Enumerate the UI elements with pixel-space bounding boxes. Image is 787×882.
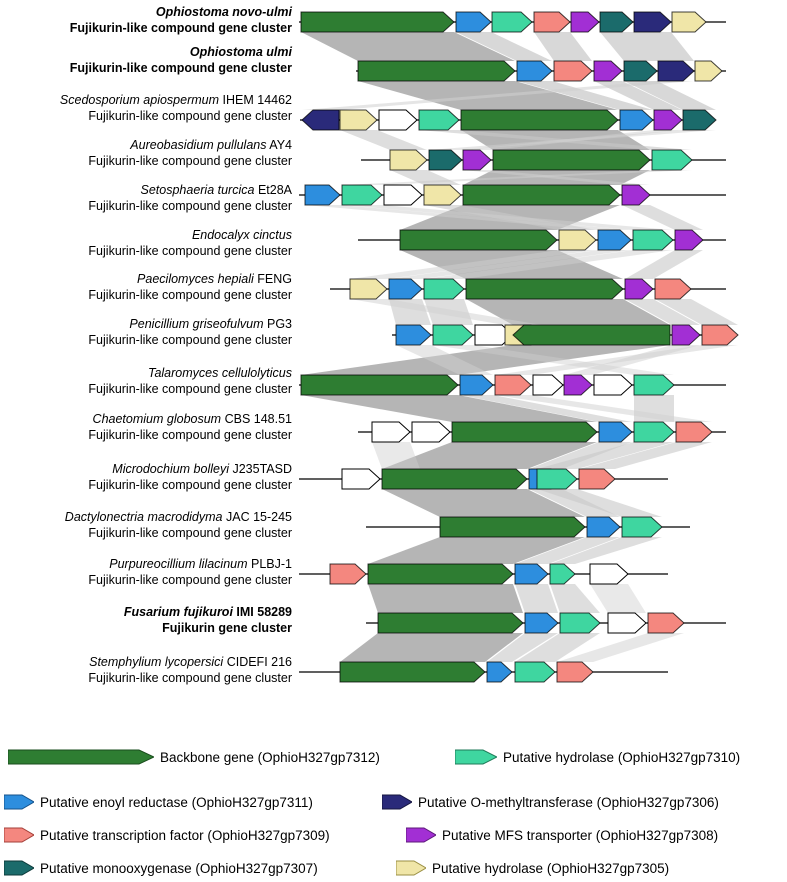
transcription-factor-gene-icon [4, 825, 34, 845]
gene-arrow-hydrolase-green[interactable] [515, 662, 555, 682]
enoyl-reductase-gene-icon [4, 792, 34, 812]
gene-arrow-hydrolase-yellow[interactable] [695, 61, 722, 81]
row-label-0 [0, 4, 292, 36]
legend-item-monooxygenase [4, 858, 318, 878]
row-strain-12: PLBJ-1 [251, 557, 292, 571]
row-strain-10: J235TASD [232, 462, 292, 476]
gene-arrow-backbone[interactable] [340, 662, 485, 682]
gene-arrow-transcription-factor[interactable] [579, 469, 615, 489]
gene-arrow-transcription-factor[interactable] [702, 325, 738, 345]
legend-label-transcription-factor: Putative transcription factor (OphioH327gp7309) [40, 827, 330, 843]
gene-arrow-monooxygenase[interactable] [600, 12, 633, 32]
gene-arrow-monooxygenase[interactable] [624, 61, 657, 81]
gene-arrow-enoyl-reductase[interactable] [598, 230, 631, 250]
row-species-6: Paecilomyces hepiali [137, 272, 254, 286]
legend-item-hydrolase-7305 [396, 858, 669, 878]
row-species-11: Dactylonectria macrodidyma [64, 510, 223, 524]
gene-arrow-transcription-factor[interactable] [495, 375, 531, 395]
gene-arrow-mfs-transporter[interactable] [675, 230, 703, 250]
row-cluster-11: Fujikurin-like compound gene cluster [88, 526, 292, 540]
gene-arrow-hydrolase-green[interactable] [433, 325, 473, 345]
legend [0, 735, 787, 882]
gene-arrow-unknown-white[interactable] [384, 185, 422, 205]
gene-arrow-hydrolase-green[interactable] [633, 230, 673, 250]
hydrolase-7305-gene-icon [396, 858, 426, 878]
row-label-14 [0, 654, 292, 686]
hydrolase-7310-gene-icon [455, 747, 497, 767]
gene-arrow-enoyl-reductase[interactable] [460, 375, 493, 395]
legend-label-o-methyltransferase: Putative O-methyltransferase (OphioH327gp7306) [418, 794, 719, 810]
gene-arrow-enoyl-reductase[interactable] [525, 613, 558, 633]
mfs-transporter-gene-icon [406, 825, 436, 845]
gene-arrow-transcription-factor[interactable] [648, 613, 684, 633]
gene-arrow-transcription-factor[interactable] [676, 422, 712, 442]
o-methyltransferase-gene-icon [382, 792, 412, 812]
backbone-gene-icon [8, 747, 154, 767]
gene-arrow-backbone[interactable] [452, 422, 597, 442]
legend-item-hydrolase-7310 [455, 747, 740, 767]
gene-arrow-enoyl-reductase[interactable] [515, 564, 548, 584]
row-strain-14: CIDEFI 216 [226, 655, 292, 669]
row-label-4 [0, 182, 292, 214]
row-species-14: Stemphylium lycopersici [89, 655, 224, 669]
gene-arrow-mfs-transporter[interactable] [463, 150, 491, 170]
gene-arrow-mfs-transporter[interactable] [594, 61, 622, 81]
row-strain-7: PG3 [266, 317, 292, 331]
row-cluster-12: Fujikurin-like compound gene cluster [88, 573, 292, 587]
gene-arrow-backbone[interactable] [378, 613, 523, 633]
gene-arrow-unknown-white[interactable] [342, 469, 380, 489]
gene-arrow-unknown-white-2[interactable] [412, 422, 450, 442]
gene-arrow-mfs-transporter[interactable] [622, 185, 650, 205]
gene-arrow-unknown-white[interactable] [372, 422, 410, 442]
gene-arrow-enoyl-reductase[interactable] [389, 279, 422, 299]
gene-arrow-transcription-factor[interactable] [330, 564, 366, 584]
row-species-2: Scedosporium apiospermum [59, 93, 220, 107]
gene-arrow-hydrolase-yellow[interactable] [559, 230, 596, 250]
gene-arrow-monooxygenase[interactable] [683, 110, 716, 130]
row-species-8: Talaromyces cellulolyticus [147, 366, 292, 380]
gene-arrow-backbone[interactable] [466, 279, 623, 299]
row-label-5 [0, 227, 292, 259]
row-label-12 [0, 556, 292, 588]
gene-arrow-backbone[interactable] [358, 61, 515, 81]
gene-arrow-mfs-transporter[interactable] [564, 375, 592, 395]
monooxygenase-gene-icon [4, 858, 34, 878]
row-cluster-7: Fujikurin-like compound gene cluster [88, 333, 292, 347]
row-cluster-6: Fujikurin-like compound gene cluster [88, 288, 292, 302]
gene-arrow-unknown-white[interactable] [379, 110, 417, 130]
legend-item-transcription-factor [4, 825, 330, 845]
row-strain-13: IMI 58289 [236, 605, 292, 619]
legend-label-hydrolase-7305: Putative hydrolase (OphioH327gp7305) [432, 860, 670, 876]
row-species-10: Microdochium bolleyi [112, 462, 229, 476]
gene-arrow-transcription-factor[interactable] [655, 279, 691, 299]
row-label-1 [0, 44, 292, 76]
row-cluster-14: Fujikurin-like compound gene cluster [88, 671, 292, 685]
row-strain-9: CBS 148.51 [224, 412, 292, 426]
gene-arrow-unknown-white[interactable] [533, 375, 563, 395]
gene-arrow-unknown-white[interactable] [590, 564, 628, 584]
row-cluster-4: Fujikurin-like compound gene cluster [88, 199, 292, 213]
gene-arrow-mfs-transporter[interactable] [672, 325, 700, 345]
gene-arrow-transcription-factor[interactable] [554, 61, 592, 81]
gene-arrow-enoyl-reductase[interactable] [517, 61, 552, 81]
gene-arrow-mfs-transporter[interactable] [571, 12, 599, 32]
gene-arrow-backbone[interactable] [400, 230, 557, 250]
row-cluster-13: Fujikurin gene cluster [162, 621, 292, 635]
gene-arrow-hydrolase-yellow[interactable] [390, 150, 427, 170]
row-label-13 [0, 604, 292, 636]
legend-item-mfs-transporter [406, 825, 718, 845]
row-cluster-1: Fujikurin-like compound gene cluster [69, 61, 292, 75]
row-cluster-10: Fujikurin-like compound gene cluster [88, 478, 292, 492]
gene-arrow-mfs-transporter[interactable] [625, 279, 653, 299]
gene-arrow-backbone[interactable] [513, 325, 670, 345]
gene-arrow-hydrolase-green[interactable] [560, 613, 600, 633]
gene-arrow-hydrolase-green[interactable] [652, 150, 692, 170]
gene-arrow-monooxygenase[interactable] [429, 150, 462, 170]
gene-arrow-backbone[interactable] [301, 375, 458, 395]
gene-arrow-hydrolase-green[interactable] [424, 279, 464, 299]
gene-arrow-mfs-transporter[interactable] [654, 110, 682, 130]
gene-arrow-enoyl-reductase[interactable] [620, 110, 653, 130]
row-cluster-5: Fujikurin-like compound gene cluster [88, 244, 292, 258]
gene-arrow-backbone[interactable] [440, 517, 585, 537]
gene-arrow-enoyl-reductase[interactable] [599, 422, 632, 442]
row-strain-2: IHEM 14462 [222, 93, 292, 107]
gene-arrow-hydrolase-green[interactable] [342, 185, 382, 205]
legend-label-monooxygenase: Putative monooxygenase (OphioH327gp7307) [40, 860, 318, 876]
legend-item-o-methyltransferase [382, 792, 719, 812]
row-species-3: Aureobasidium pullulans [130, 138, 267, 152]
gene-arrow-hydrolase-yellow[interactable] [424, 185, 461, 205]
gene-arrow-hydrolase-green[interactable] [492, 12, 532, 32]
gene-arrow-backbone[interactable] [493, 150, 650, 170]
gene-arrow-o-methyltransferase[interactable] [634, 12, 671, 32]
row-strain-4: Et28A [257, 183, 292, 197]
gene-arrow-backbone[interactable] [463, 185, 620, 205]
gene-arrow-hydrolase-yellow[interactable] [350, 279, 387, 299]
gene-arrow-enoyl-reductase[interactable] [487, 662, 512, 682]
legend-label-mfs-transporter: Putative MFS transporter (OphioH327gp7308) [442, 827, 719, 843]
row-label-7 [0, 316, 292, 348]
gene-arrow-transcription-factor[interactable] [557, 662, 593, 682]
gene-arrow-enoyl-reductase[interactable] [305, 185, 340, 205]
row-strain-3: AY4 [269, 138, 292, 152]
gene-arrow-o-methyltransferase[interactable] [302, 110, 339, 130]
gene-arrow-hydrolase-green[interactable] [537, 469, 577, 489]
row-species-13: Fusarium fujikuroi [123, 605, 233, 619]
row-species-5: Endocalyx cinctus [191, 228, 292, 242]
gene-arrow-backbone[interactable] [382, 469, 527, 489]
gene-arrow-transcription-factor[interactable] [534, 12, 570, 32]
row-label-10 [0, 461, 292, 493]
row-species-7: Penicillium griseofulvum [129, 317, 264, 331]
row-species-4: Setosphaeria turcica [140, 183, 255, 197]
row-label-9 [0, 411, 292, 443]
gene-arrow-hydrolase-green[interactable] [550, 564, 575, 584]
gene-arrow-unknown-white-2[interactable] [594, 375, 632, 395]
row-cluster-3: Fujikurin-like compound gene cluster [88, 154, 292, 168]
gene-arrow-backbone[interactable] [368, 564, 513, 584]
legend-label-hydrolase-7310: Putative hydrolase (OphioH327gp7310) [503, 749, 741, 765]
gene-arrow-hydrolase-green[interactable] [634, 375, 674, 395]
legend-label-enoyl-reductase: Putative enoyl reductase (OphioH327gp7311) [40, 794, 313, 810]
gene-arrow-o-methyltransferase[interactable] [658, 61, 694, 81]
gene-arrow-backbone[interactable] [301, 12, 454, 32]
row-cluster-2: Fujikurin-like compound gene cluster [88, 109, 292, 123]
row-strain-11: JAC 15-245 [225, 510, 292, 524]
gene-arrow-hydrolase-yellow[interactable] [672, 12, 706, 32]
legend-label-backbone: Backbone gene (OphioH327gp7312) [160, 749, 380, 765]
row-strain-6: FENG [257, 272, 292, 286]
gene-arrow-hydrolase-yellow[interactable] [340, 110, 377, 130]
row-species-9: Chaetomium globosum [92, 412, 222, 426]
row-cluster-0: Fujikurin-like compound gene cluster [69, 21, 292, 35]
legend-item-enoyl-reductase [4, 792, 313, 812]
row-cluster-9: Fujikurin-like compound gene cluster [88, 428, 292, 442]
gene-arrow-hydrolase-green[interactable] [622, 517, 662, 537]
legend-item-backbone [8, 747, 380, 767]
gene-arrow-unknown-white[interactable] [608, 613, 646, 633]
gene-arrow-hydrolase-green[interactable] [634, 422, 674, 442]
row-label-11 [0, 509, 292, 541]
gene-arrow-enoyl-reductase[interactable] [456, 12, 491, 32]
row-label-3 [0, 137, 292, 169]
gene-arrow-hydrolase-green[interactable] [419, 110, 459, 130]
row-label-6 [0, 271, 292, 303]
row-species-12: Purpureocillium lilacinum [109, 557, 248, 571]
row-cluster-8: Fujikurin-like compound gene cluster [88, 382, 292, 396]
row-species-0: Ophiostoma novo-ulmi [155, 5, 292, 19]
row-species-1: Ophiostoma ulmi [189, 45, 292, 59]
row-label-2 [0, 92, 292, 124]
gene-arrow-enoyl-reductase[interactable] [587, 517, 620, 537]
gene-arrow-enoyl-reductase[interactable] [396, 325, 431, 345]
row-label-8 [0, 365, 292, 397]
gene-arrow-backbone[interactable] [461, 110, 618, 130]
